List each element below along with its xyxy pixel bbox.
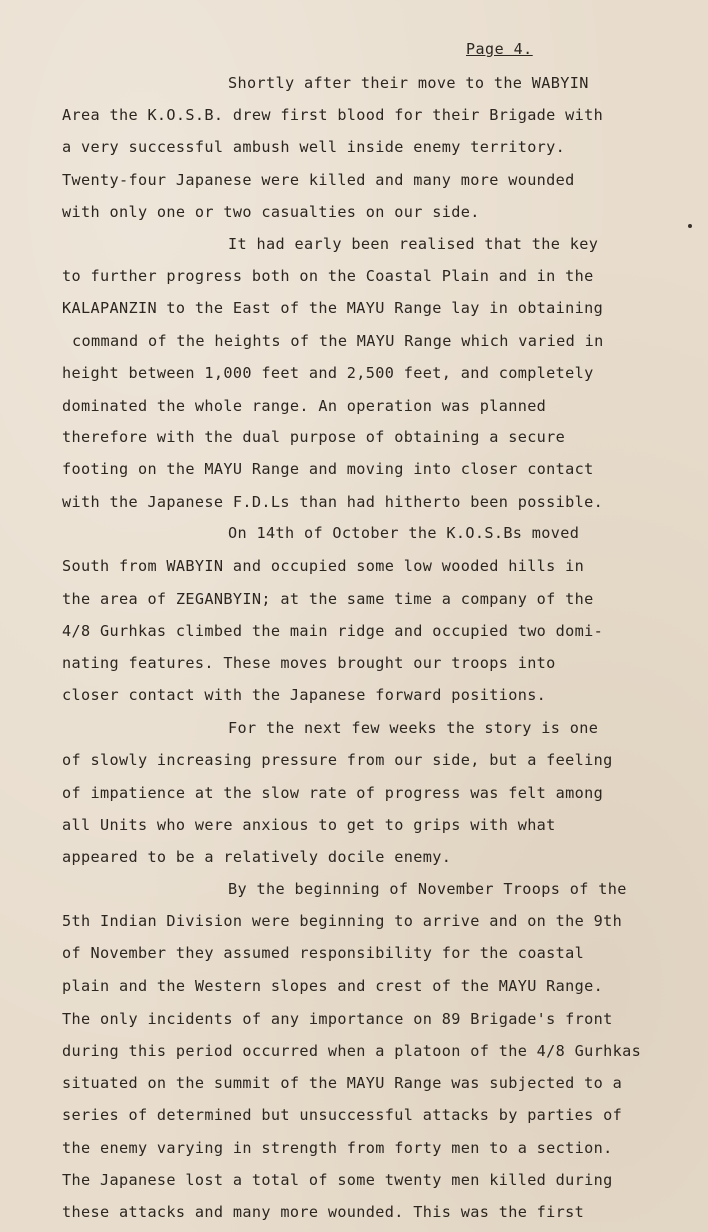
text-line: By the beginning of November Troops of the (228, 880, 627, 898)
text-line: a very successful ambush well inside enemy territory. (62, 138, 566, 156)
text-line: On 14th of October the K.O.S.Bs moved (228, 524, 580, 542)
text-line: all Units who were anxious to get to grips with what (62, 816, 556, 834)
text-line: nating features. These moves brought our troops into (62, 654, 556, 672)
text-line: Twenty-four Japanese were killed and many more wounded (62, 171, 575, 189)
page-number: Page 4. (466, 40, 533, 58)
text-line: KALAPANZIN to the East of the MAYU Range lay in obtaining (62, 299, 604, 317)
text-line: of impatience at the slow rate of progress was felt among (62, 784, 604, 802)
text-line: Area the K.O.S.B. drew first blood for their Brigade with (62, 106, 604, 124)
text-line: during this period occurred when a platoon of the 4/8 Gurhkas (62, 1042, 642, 1060)
text-line: appeared to be a relatively docile enemy. (62, 848, 452, 866)
text-line: 4/8 Gurhkas climbed the main ridge and occupied two domi- (62, 622, 604, 640)
text-line: with the Japanese F.D.Ls than had hitherto been possible. (62, 493, 604, 511)
text-line: Shortly after their move to the WABYIN (228, 74, 589, 92)
paper-speck (688, 224, 692, 228)
text-line: 5th Indian Division were beginning to arrive and on the 9th (62, 912, 623, 930)
text-line: therefore with the dual purpose of obtaining a secure (62, 428, 566, 446)
text-line: of slowly increasing pressure from our side, but a feeling (62, 751, 613, 769)
text-line: of November they assumed responsibility for the coastal (62, 944, 585, 962)
text-line: height between 1,000 feet and 2,500 feet, and completely (62, 364, 594, 382)
text-line: these attacks and many more wounded. This was the first (62, 1203, 585, 1221)
text-line: series of determined but unsuccessful attacks by parties of (62, 1106, 623, 1124)
text-line: command of the heights of the MAYU Range which varied in (72, 332, 604, 350)
text-line: The only incidents of any importance on 89 Brigade's front (62, 1010, 613, 1028)
text-line: For the next few weeks the story is one (228, 719, 599, 737)
text-line: plain and the Western slopes and crest of the MAYU Range. (62, 977, 604, 995)
text-line: the area of ZEGANBYIN; at the same time a company of the (62, 590, 594, 608)
text-line: footing on the MAYU Range and moving into closer contact (62, 460, 594, 478)
text-line: the enemy varying in strength from forty men to a section. (62, 1139, 613, 1157)
text-line: dominated the whole range. An operation was planned (62, 397, 547, 415)
text-line: closer contact with the Japanese forward positions. (62, 686, 547, 704)
text-line: with only one or two casualties on our side. (62, 203, 480, 221)
text-line: to further progress both on the Coastal Plain and in the (62, 267, 594, 285)
text-line: situated on the summit of the MAYU Range was subjected to a (62, 1074, 623, 1092)
text-line: It had early been realised that the key (228, 235, 599, 253)
text-line: South from WABYIN and occupied some low wooded hills in (62, 557, 585, 575)
text-line: The Japanese lost a total of some twenty men killed during (62, 1171, 613, 1189)
